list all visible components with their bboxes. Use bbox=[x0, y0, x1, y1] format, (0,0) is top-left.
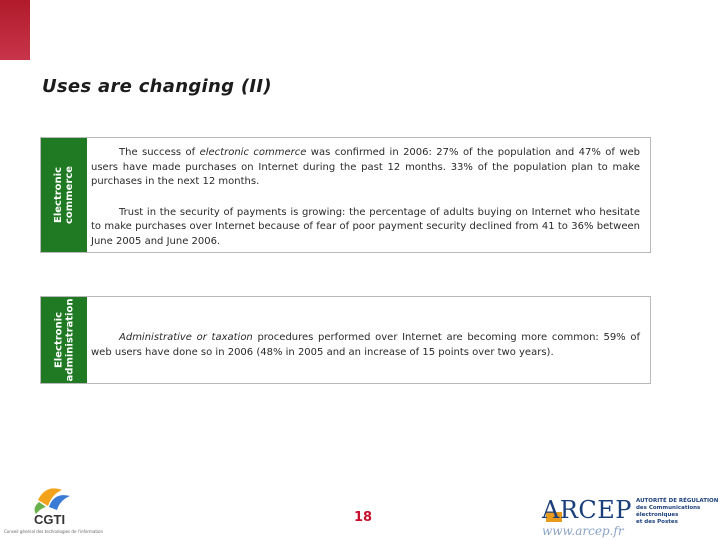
arcep-url: www.arcep.fr bbox=[542, 524, 624, 538]
slide-title: Uses are changing (II) bbox=[42, 76, 272, 97]
cgti-tagline: Conseil général des technologies de l'information bbox=[4, 529, 103, 534]
arcep-description-line: et des Postes bbox=[636, 519, 678, 525]
arcep-name: ARCEP bbox=[542, 496, 632, 524]
section-tab-label bbox=[53, 166, 75, 224]
paragraph: Trust in the security of payments is growing: the percentage of adults buying on Internet who hesitate to make purchases over Internet because of fear of poor payment security declined from 41 to 36% between June 2005 and June 2006. bbox=[91, 206, 640, 247]
arcep-description-line: AUTORITÉ DE RÉGULATION bbox=[636, 498, 719, 504]
section-body bbox=[87, 297, 650, 383]
paragraph: Administrative or taxation procedures performed over Internet are becoming more common: 59% of web users have done so in 2006 (48% in 2005 and an increase of 15 points over two years). bbox=[91, 332, 640, 358]
section-tab-label bbox=[53, 299, 75, 382]
tab-label-line: commerce bbox=[64, 165, 75, 225]
cgti-name: CGTI bbox=[34, 512, 66, 527]
decorative-side-bar bbox=[0, 0, 30, 60]
section-tab bbox=[41, 138, 87, 252]
arcep-logo bbox=[540, 496, 720, 540]
arcep-description-line: des Communications électroniques bbox=[636, 505, 701, 518]
section-tab bbox=[41, 297, 87, 383]
section-electronic-commerce bbox=[40, 137, 651, 253]
arcep-description bbox=[636, 498, 720, 526]
tab-label-line: Electronic bbox=[53, 166, 64, 224]
tab-label-line: administration bbox=[64, 298, 76, 382]
tab-label-line: Electronic bbox=[53, 311, 65, 369]
section-electronic-administration bbox=[40, 296, 651, 384]
page-number: 18 bbox=[354, 510, 373, 525]
section-body bbox=[87, 138, 650, 252]
paragraph: The success of electronic commerce was confirmed in 2006: 27% of the population and 47% of web users have made purchases on Internet during the past 12 months. 33% of the population plan to make purchases in the next 12 months. bbox=[91, 147, 641, 187]
